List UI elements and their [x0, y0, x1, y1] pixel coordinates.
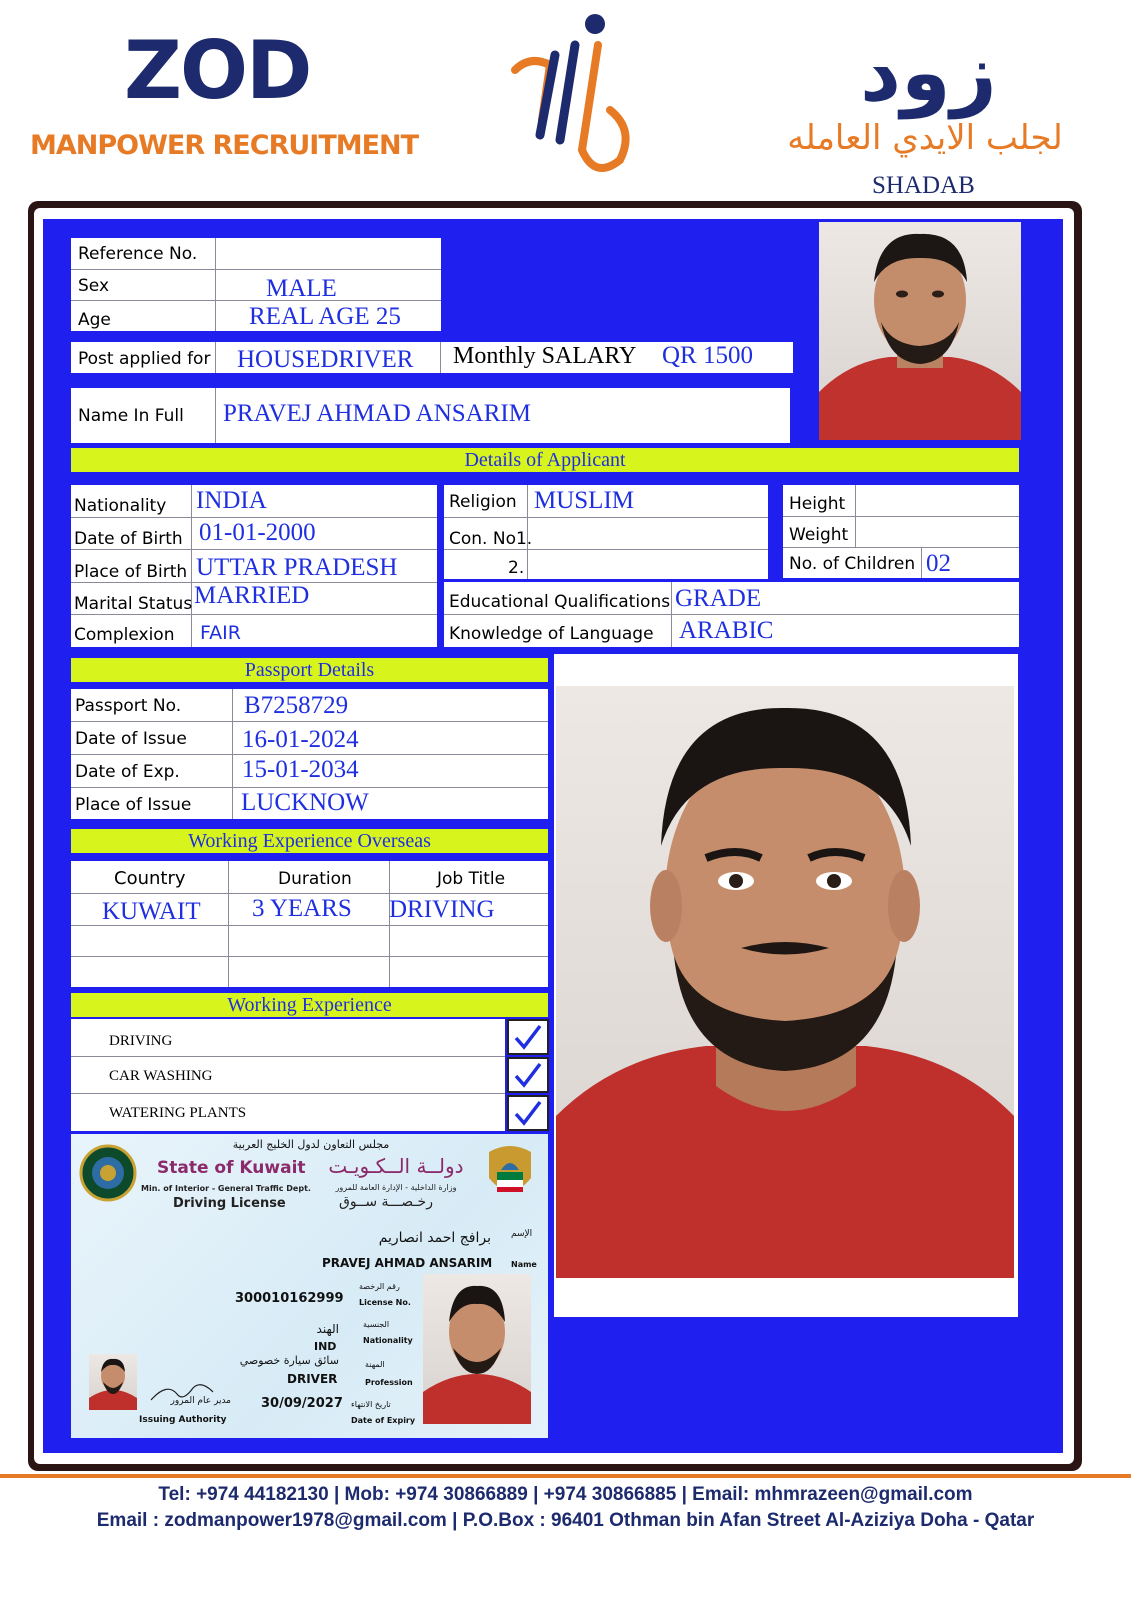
footer-contact-line: Tel: +974 44182130 | Mob: +974 30866889 | +974 30866885 | Email: mhmrazeen@gmail.com [158, 1484, 973, 1505]
exp-date-label: Date of Exp. [75, 762, 180, 782]
brand-logo-arabic: زود [860, 26, 997, 119]
checkmark-icon [513, 1061, 543, 1089]
overseas-job: DRIVING [389, 896, 495, 923]
dob-value: 01-01-2000 [199, 519, 316, 546]
issue-date-value: 16-01-2024 [242, 726, 359, 753]
issue-place-value: LUCKNOW [241, 789, 369, 816]
brand-logo-text: ZOD [124, 24, 311, 117]
license-expiry-label-ar: تاريخ الانتهاء [351, 1400, 391, 1409]
license-nationality-ar: الهند [316, 1322, 339, 1336]
nationality-value: INDIA [196, 487, 267, 514]
age-value: REAL AGE 25 [249, 303, 401, 330]
brand-tagline: MANPOWER RECRUITMENT [30, 130, 419, 161]
driving-checkbox[interactable] [507, 1019, 549, 1055]
license-title-ar: رخـصـــة ســوق [339, 1194, 433, 1210]
license-expiry-label: Date of Expiry [351, 1416, 416, 1425]
religion-label: Religion [449, 492, 517, 512]
license-profession-label-ar: المهنة [365, 1360, 385, 1369]
passport-section-title: Passport Details [71, 658, 548, 682]
language-label: Knowledge of Language [449, 624, 654, 644]
overseas-duration: 3 YEARS [252, 895, 352, 922]
post-label: Post applied for [78, 349, 211, 369]
license-number-label: License No. [359, 1298, 411, 1307]
con2-label: 2. [508, 558, 525, 578]
issue-date-label: Date of Issue [75, 729, 187, 749]
height-label: Height [789, 494, 846, 514]
brand-emblem-icon [500, 10, 660, 180]
applicant-photo-small [819, 222, 1021, 440]
license-state-en: State of Kuwait [157, 1158, 306, 1178]
overseas-country: KUWAIT [102, 898, 201, 925]
license-name: PRAVEJ AHMAD ANSARIM [322, 1256, 493, 1270]
license-authority: Issuing Authority [139, 1415, 227, 1425]
sex-value: MALE [266, 275, 337, 302]
applicant-photo-large [556, 686, 1014, 1278]
license-ministry-ar: وزارة الداخلية - الإدارة العامة للمرور [335, 1183, 457, 1192]
con1-label: Con. No1. [449, 529, 533, 549]
name-label: Name In Full [78, 406, 184, 426]
license-ministry: Min. of Interior - General Traffic Dept. [141, 1184, 311, 1193]
nationality-label: Nationality [74, 496, 167, 516]
pob-value: UTTAR PRADESH [196, 554, 398, 581]
exp-date-value: 15-01-2034 [242, 756, 359, 783]
license-expiry: 30/09/2027 [261, 1396, 343, 1411]
footer-divider [0, 1474, 1131, 1478]
license-title: Driving License [173, 1196, 286, 1211]
children-value: 02 [926, 550, 951, 577]
footer-address-line: Email : zodmanpower1978@gmail.com | P.O.Box : 96401 Othman bin Afan Street Al-Aziziya Doha - Qatar [96, 1510, 1035, 1531]
experience-item-car-washing: CAR WASHING [109, 1068, 213, 1084]
license-name-label: Name [511, 1260, 537, 1269]
agent-name: SHADAB [872, 172, 975, 199]
applicant-section-title: Details of Applicant [71, 448, 1019, 472]
license-name-ar: برافج احمد انصاريم [378, 1230, 491, 1246]
license-number: 300010162999 [235, 1291, 344, 1306]
overseas-col-country: Country [114, 868, 186, 889]
education-label: Educational Qualifications [449, 592, 671, 612]
license-profession: DRIVER [287, 1372, 338, 1386]
age-label: Age [78, 310, 111, 330]
license-nationality-label-ar: الجنسية [363, 1320, 390, 1329]
license-photo-small [89, 1354, 137, 1410]
pob-label: Place of Birth [74, 562, 188, 582]
overseas-col-duration: Duration [278, 869, 352, 889]
driving-license-card [71, 1134, 548, 1438]
license-authority-ar: مدير عام المرور [170, 1396, 231, 1406]
complexion-value: FAIR [200, 622, 241, 644]
issue-place-label: Place of Issue [75, 795, 192, 815]
signature-icon [147, 1380, 217, 1406]
weight-label: Weight [789, 525, 849, 545]
watering-plants-checkbox[interactable] [507, 1095, 549, 1131]
marital-value: MARRIED [194, 582, 310, 609]
dob-label: Date of Birth [74, 529, 183, 549]
experience-section-title: Working Experience [71, 993, 548, 1017]
language-value: ARABIC [679, 617, 774, 644]
kuwait-emblem-icon [481, 1142, 539, 1204]
experience-item-watering-plants: WATERING PLANTS [109, 1105, 247, 1121]
license-state-ar: دولــة الــكـويـت [328, 1154, 464, 1178]
car-washing-checkbox[interactable] [507, 1057, 549, 1093]
checkmark-icon [513, 1099, 543, 1127]
reference-label: Reference No. [78, 244, 198, 264]
sex-label: Sex [78, 276, 110, 296]
education-value: GRADE [675, 585, 762, 612]
brand-tagline-arabic: لجلب الايدي العامله [787, 118, 1063, 158]
marital-label: Marital Status [74, 594, 193, 614]
license-profession-ar: سائق سيارة خصوصي [239, 1354, 339, 1367]
license-name-label-ar: الإسم [511, 1229, 533, 1239]
overseas-section-title: Working Experience Overseas [71, 829, 548, 853]
name-value: PRAVEJ AHMAD ANSARIM [223, 400, 531, 427]
license-profession-label: Profession [365, 1378, 413, 1387]
passport-no-value: B7258729 [244, 692, 349, 719]
license-council-ar: مجلس التعاون لدول الخليج العربية [232, 1138, 390, 1151]
overseas-col-job: Job Title [437, 869, 506, 889]
license-photo [423, 1274, 531, 1424]
salary-label: Monthly SALARY [453, 343, 637, 369]
gcc-emblem-icon [79, 1144, 137, 1202]
license-nationality-label: Nationality [363, 1336, 413, 1345]
religion-value: MUSLIM [534, 487, 635, 514]
checkmark-icon [513, 1023, 543, 1051]
children-label: No. of Children [789, 554, 916, 574]
post-value: HOUSEDRIVER [237, 346, 414, 373]
experience-item-driving: DRIVING [109, 1033, 173, 1049]
passport-no-label: Passport No. [75, 696, 182, 716]
complexion-label: Complexion [74, 625, 175, 645]
license-nationality: IND [314, 1340, 337, 1353]
salary-value: QR 1500 [662, 342, 753, 369]
license-number-label-ar: رقم الرخصة [359, 1282, 400, 1291]
